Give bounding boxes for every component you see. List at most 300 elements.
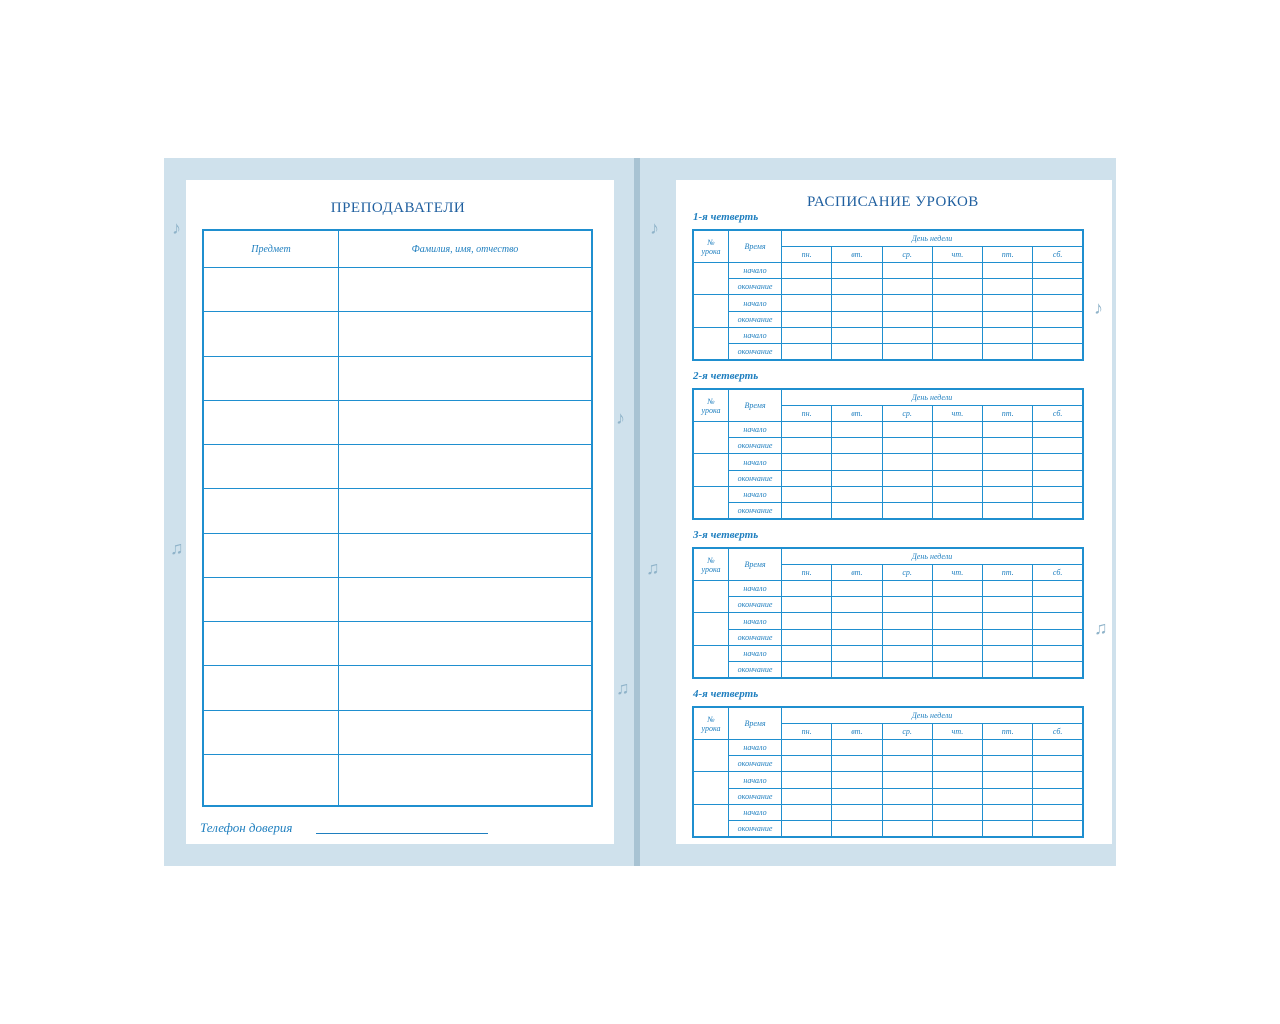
start-time-label: начало <box>729 613 782 629</box>
music-note-icon: ♪ <box>1094 298 1103 318</box>
teachers-table <box>202 229 593 807</box>
schedule-cell[interactable] <box>882 645 932 661</box>
teacher-name-cell[interactable] <box>339 356 593 400</box>
start-time-label: начало <box>729 263 782 279</box>
lesson-number-symbol: № <box>707 555 715 565</box>
lesson-number-word: урока <box>701 405 721 415</box>
schedule-cell[interactable] <box>1033 438 1083 454</box>
start-time-label: начало <box>729 740 782 756</box>
schedule-cell[interactable] <box>1033 295 1083 311</box>
schedule-row <box>693 756 1083 772</box>
schedule-cell[interactable] <box>1033 581 1083 597</box>
schedule-row <box>693 804 1083 820</box>
start-time-label: начало <box>729 327 782 343</box>
lesson-number-cell[interactable] <box>693 613 729 645</box>
schedule-cell[interactable] <box>832 454 882 470</box>
lesson-number-header <box>693 548 729 581</box>
schedule-table <box>692 388 1084 520</box>
schedule-row <box>693 788 1083 804</box>
schedule-cell[interactable] <box>832 581 882 597</box>
teacher-row <box>203 577 592 621</box>
schedule-cell[interactable] <box>782 470 832 486</box>
schedule-row <box>693 597 1083 613</box>
teacher-row <box>203 400 592 444</box>
schedule-cell[interactable] <box>782 597 832 613</box>
schedule-cell[interactable] <box>882 740 932 756</box>
schedule-cell[interactable] <box>882 422 932 438</box>
teacher-name-cell[interactable] <box>339 710 593 754</box>
schedule-cell[interactable] <box>1033 661 1083 678</box>
schedule-cell[interactable] <box>1033 788 1083 804</box>
start-time-label: начало <box>729 645 782 661</box>
lesson-number-word: урока <box>701 246 721 256</box>
hotline-label: Телефон доверия <box>200 820 293 835</box>
schedule-cell[interactable] <box>983 454 1033 470</box>
teacher-row <box>203 666 592 710</box>
teacher-row <box>203 622 592 666</box>
day-header: ср. <box>882 724 932 740</box>
day-header: сб. <box>1033 724 1083 740</box>
page-title: ПРЕПОДАВАТЕЛИ <box>330 200 466 216</box>
schedule-cell[interactable] <box>832 756 882 772</box>
schedule-cell[interactable] <box>782 486 832 502</box>
schedule-row <box>693 486 1083 502</box>
schedule-cell[interactable] <box>832 661 882 678</box>
day-header: вт. <box>832 406 882 422</box>
name-header: Фамилия, имя, отчество <box>339 230 593 268</box>
start-time-label: начало <box>729 454 782 470</box>
day-header: пн. <box>782 406 832 422</box>
day-header: пт. <box>983 565 1033 581</box>
schedule-cell[interactable] <box>832 295 882 311</box>
lesson-number-cell[interactable] <box>693 454 729 486</box>
schedule-cell[interactable] <box>782 311 832 327</box>
day-header: пт. <box>983 724 1033 740</box>
schedule-cell[interactable] <box>932 343 982 360</box>
time-header: Время <box>729 230 782 263</box>
schedule-cell[interactable] <box>782 581 832 597</box>
schedule-cell[interactable] <box>782 788 832 804</box>
schedule-cell[interactable] <box>983 422 1033 438</box>
schedule-row <box>693 343 1083 360</box>
schedule-cell[interactable] <box>932 438 982 454</box>
start-time-label: начало <box>729 772 782 788</box>
schedule-cell[interactable] <box>983 740 1033 756</box>
schedule-cell[interactable] <box>882 772 932 788</box>
schedule-cell[interactable] <box>932 629 982 645</box>
day-header: чт. <box>932 565 982 581</box>
schedule-cell[interactable] <box>882 454 932 470</box>
schedule-cell[interactable] <box>932 486 982 502</box>
schedule-cell[interactable] <box>782 295 832 311</box>
schedule-cell[interactable] <box>832 788 882 804</box>
schedule-cell[interactable] <box>983 804 1033 820</box>
day-header: сб. <box>1033 565 1083 581</box>
schedule-cell[interactable] <box>1033 629 1083 645</box>
day-header: пн. <box>782 565 832 581</box>
lesson-number-symbol: № <box>707 237 715 247</box>
end-time-label: окончание <box>729 661 782 678</box>
lesson-number-cell[interactable] <box>693 740 729 772</box>
schedule-cell[interactable] <box>1033 597 1083 613</box>
schedule-cell[interactable] <box>882 597 932 613</box>
schedule-cell[interactable] <box>782 263 832 279</box>
schedule-cell[interactable] <box>782 327 832 343</box>
weekday-header: День недели <box>782 707 1084 724</box>
teacher-row <box>203 710 592 754</box>
teacher-name-cell[interactable] <box>339 622 593 666</box>
schedule-cell[interactable] <box>932 756 982 772</box>
music-note-icon: ♫ <box>170 538 184 558</box>
end-time-label: окончание <box>729 756 782 772</box>
schedule-cell[interactable] <box>782 454 832 470</box>
schedule-cell[interactable] <box>832 486 882 502</box>
schedule-cell[interactable] <box>882 327 932 343</box>
subject-cell[interactable] <box>203 445 339 489</box>
schedule-cell[interactable] <box>832 502 882 519</box>
schedule-cell[interactable] <box>882 502 932 519</box>
schedule-row <box>693 581 1083 597</box>
schedule-cell[interactable] <box>882 756 932 772</box>
schedule-cell[interactable] <box>832 804 882 820</box>
schedule-cell[interactable] <box>1033 502 1083 519</box>
music-note-icon: ♫ <box>1094 618 1108 638</box>
end-time-label: окончание <box>729 820 782 837</box>
day-header: чт. <box>932 247 982 263</box>
schedule-row <box>693 279 1083 295</box>
lesson-number-word: урока <box>701 723 721 733</box>
day-header: пн. <box>782 247 832 263</box>
schedule-cell[interactable] <box>782 661 832 678</box>
schedule-cell[interactable] <box>983 772 1033 788</box>
schedule-cell[interactable] <box>882 295 932 311</box>
day-header: сб. <box>1033 247 1083 263</box>
schedule-cell[interactable] <box>1033 470 1083 486</box>
music-note-icon: ♪ <box>650 218 659 238</box>
schedule-cell[interactable] <box>932 422 982 438</box>
end-time-label: окончание <box>729 311 782 327</box>
quarter-label: 4-я четверть <box>693 688 759 700</box>
schedule-cell[interactable] <box>983 629 1033 645</box>
teacher-row <box>203 754 592 806</box>
schedule-row <box>693 327 1083 343</box>
schedule-cell[interactable] <box>882 661 932 678</box>
schedule-cell[interactable] <box>983 502 1033 519</box>
schedule-row <box>693 438 1083 454</box>
schedule-cell[interactable] <box>1033 311 1083 327</box>
schedule-cell[interactable] <box>832 438 882 454</box>
schedule-cell[interactable] <box>782 422 832 438</box>
teacher-name-cell[interactable] <box>339 577 593 621</box>
lesson-number-header <box>693 389 729 422</box>
schedule-cell[interactable] <box>932 645 982 661</box>
schedule-cell[interactable] <box>782 502 832 519</box>
schedule-cell[interactable] <box>1033 327 1083 343</box>
schedule-cell[interactable] <box>932 311 982 327</box>
day-header: пн. <box>782 724 832 740</box>
schedule-cell[interactable] <box>932 263 982 279</box>
schedule-cell[interactable] <box>782 438 832 454</box>
schedule-cell[interactable] <box>932 613 982 629</box>
music-note-icon: ♪ <box>616 408 625 428</box>
schedule-cell[interactable] <box>1033 613 1083 629</box>
lesson-number-header <box>693 707 729 740</box>
schedule-cell[interactable] <box>882 804 932 820</box>
schedule-cell[interactable] <box>782 756 832 772</box>
schedule-row <box>693 470 1083 486</box>
schedule-cell[interactable] <box>832 772 882 788</box>
schedule-row <box>693 820 1083 837</box>
start-time-label: начало <box>729 581 782 597</box>
schedule-cell[interactable] <box>983 597 1033 613</box>
lesson-number-header <box>693 230 729 263</box>
time-header: Время <box>729 707 782 740</box>
teacher-name-cell[interactable] <box>339 445 593 489</box>
schedule-cell[interactable] <box>832 629 882 645</box>
schedule-cell[interactable] <box>983 486 1033 502</box>
day-header: ср. <box>882 247 932 263</box>
quarter-label: 2-я четверть <box>693 370 759 382</box>
end-time-label: окончание <box>729 788 782 804</box>
schedule-table <box>692 706 1084 838</box>
schedule-cell[interactable] <box>932 470 982 486</box>
schedule-cell[interactable] <box>782 820 832 837</box>
lesson-number-cell[interactable] <box>693 422 729 454</box>
schedule-cell[interactable] <box>832 613 882 629</box>
subject-cell[interactable] <box>203 666 339 710</box>
teacher-name-cell[interactable] <box>339 400 593 444</box>
teacher-name-cell[interactable] <box>339 489 593 533</box>
subject-cell[interactable] <box>203 710 339 754</box>
schedule-cell[interactable] <box>882 629 932 645</box>
schedule-cell[interactable] <box>782 804 832 820</box>
schedule-cell[interactable] <box>932 740 982 756</box>
schedule-cell[interactable] <box>1033 422 1083 438</box>
schedule-cell[interactable] <box>983 645 1033 661</box>
schedule-cell[interactable] <box>1033 804 1083 820</box>
schedule-cell[interactable] <box>882 311 932 327</box>
subject-cell[interactable] <box>203 577 339 621</box>
subject-cell[interactable] <box>203 533 339 577</box>
hotline-field[interactable] <box>316 833 488 834</box>
subject-cell[interactable] <box>203 622 339 666</box>
weekday-header: День недели <box>782 548 1084 565</box>
schedule-cell[interactable] <box>983 820 1033 837</box>
schedule-cell[interactable] <box>1033 263 1083 279</box>
day-header: вт. <box>832 565 882 581</box>
schedule-cell[interactable] <box>882 486 932 502</box>
schedule-cell[interactable] <box>782 343 832 360</box>
schedule-cell[interactable] <box>983 263 1033 279</box>
teacher-row <box>203 356 592 400</box>
end-time-label: окончание <box>729 629 782 645</box>
subject-cell[interactable] <box>203 400 339 444</box>
subject-header: Предмет <box>203 230 339 268</box>
schedule-cell[interactable] <box>983 788 1033 804</box>
subject-cell[interactable] <box>203 489 339 533</box>
teacher-row <box>203 533 592 577</box>
schedule-cell[interactable] <box>782 740 832 756</box>
subject-cell[interactable] <box>203 754 339 806</box>
schedule-row <box>693 422 1083 438</box>
schedule-cell[interactable] <box>983 279 1033 295</box>
schedule-cell[interactable] <box>782 772 832 788</box>
day-header: пт. <box>983 406 1033 422</box>
schedule-cell[interactable] <box>882 581 932 597</box>
schedule-cell[interactable] <box>832 470 882 486</box>
schedule-cell[interactable] <box>882 470 932 486</box>
time-header: Время <box>729 389 782 422</box>
teacher-name-cell[interactable] <box>339 666 593 710</box>
teacher-row <box>203 268 592 312</box>
schedule-cell[interactable] <box>932 295 982 311</box>
schedule-cell[interactable] <box>882 279 932 295</box>
schedule-cell[interactable] <box>882 343 932 360</box>
schedule-cell[interactable] <box>1033 772 1083 788</box>
schedule-cell[interactable] <box>1033 645 1083 661</box>
schedule-cell[interactable] <box>983 613 1033 629</box>
schedule-cell[interactable] <box>932 502 982 519</box>
start-time-label: начало <box>729 804 782 820</box>
schedule-cell[interactable] <box>782 279 832 295</box>
end-time-label: окончание <box>729 597 782 613</box>
lesson-number-symbol: № <box>707 396 715 406</box>
schedule-cell[interactable] <box>932 788 982 804</box>
schedule-cell[interactable] <box>832 279 882 295</box>
lesson-number-cell[interactable] <box>693 486 729 519</box>
schedule-cell[interactable] <box>1033 740 1083 756</box>
lesson-number-cell[interactable] <box>693 772 729 804</box>
subject-cell[interactable] <box>203 312 339 356</box>
schedule-cell[interactable] <box>1033 279 1083 295</box>
schedule-cell[interactable] <box>983 756 1033 772</box>
schedule-cell[interactable] <box>932 772 982 788</box>
start-time-label: начало <box>729 486 782 502</box>
schedule-cell[interactable] <box>782 613 832 629</box>
schedule-row <box>693 502 1083 519</box>
schedule-cell[interactable] <box>1033 454 1083 470</box>
schedule-cell[interactable] <box>932 279 982 295</box>
schedule-cell[interactable] <box>882 613 932 629</box>
schedule-cell[interactable] <box>832 645 882 661</box>
teacher-row <box>203 312 592 356</box>
day-header: чт. <box>932 724 982 740</box>
schedule-cell[interactable] <box>832 311 882 327</box>
schedule-row <box>693 311 1083 327</box>
music-note-icon: ♫ <box>616 678 630 698</box>
schedule-cell[interactable] <box>932 804 982 820</box>
time-header: Время <box>729 548 782 581</box>
lesson-number-word: урока <box>701 564 721 574</box>
schedule-cell[interactable] <box>1033 486 1083 502</box>
schedule-cell[interactable] <box>983 470 1033 486</box>
schedule-row <box>693 295 1083 311</box>
schedule-cell[interactable] <box>983 661 1033 678</box>
lesson-number-cell[interactable] <box>693 581 729 613</box>
weekday-header: День недели <box>782 230 1084 247</box>
schedule-cell[interactable] <box>1033 820 1083 837</box>
schedule-row <box>693 740 1083 756</box>
lesson-number-cell[interactable] <box>693 263 729 295</box>
end-time-label: окончание <box>729 470 782 486</box>
day-header: вт. <box>832 724 882 740</box>
schedule-cell[interactable] <box>932 661 982 678</box>
quarter-label: 1-я четверть <box>693 211 759 223</box>
schedule-cell[interactable] <box>832 343 882 360</box>
teacher-row <box>203 445 592 489</box>
schedule-cell[interactable] <box>983 327 1033 343</box>
lesson-number-symbol: № <box>707 714 715 724</box>
schedule-cell[interactable] <box>983 343 1033 360</box>
schedule-cell[interactable] <box>832 327 882 343</box>
teacher-name-cell[interactable] <box>339 754 593 806</box>
subject-cell[interactable] <box>203 268 339 312</box>
day-header: ср. <box>882 406 932 422</box>
weekday-header: День недели <box>782 389 1084 406</box>
schedule-cell[interactable] <box>983 581 1033 597</box>
schedule-cell[interactable] <box>983 311 1033 327</box>
subject-cell[interactable] <box>203 356 339 400</box>
schedule-row <box>693 661 1083 678</box>
schedule-cell[interactable] <box>832 740 882 756</box>
schedule-cell[interactable] <box>882 263 932 279</box>
music-note-icon: ♪ <box>172 218 181 238</box>
schedule-cell[interactable] <box>832 820 882 837</box>
start-time-label: начало <box>729 422 782 438</box>
schedule-cell[interactable] <box>782 645 832 661</box>
schedule-table <box>692 547 1084 679</box>
schedule-cell[interactable] <box>782 629 832 645</box>
schedule-cell[interactable] <box>983 438 1033 454</box>
end-time-label: окончание <box>729 343 782 360</box>
schedule-cell[interactable] <box>932 454 982 470</box>
schedule-row <box>693 629 1083 645</box>
lesson-number-cell[interactable] <box>693 645 729 678</box>
day-header: ср. <box>882 565 932 581</box>
day-header: вт. <box>832 247 882 263</box>
schedule-cell[interactable] <box>832 263 882 279</box>
lesson-number-cell[interactable] <box>693 327 729 360</box>
schedule-row <box>693 454 1083 470</box>
quarter-label: 3-я четверть <box>693 529 759 541</box>
end-time-label: окончание <box>729 502 782 519</box>
schedule-cell[interactable] <box>882 438 932 454</box>
schedule-cell[interactable] <box>882 820 932 837</box>
schedule-row <box>693 772 1083 788</box>
teacher-name-cell[interactable] <box>339 268 593 312</box>
schedule-cell[interactable] <box>932 581 982 597</box>
day-header: пт. <box>983 247 1033 263</box>
end-time-label: окончание <box>729 279 782 295</box>
schedule-cell[interactable] <box>1033 756 1083 772</box>
schedule-title: РАСПИСАНИЕ УРОКОВ <box>807 194 979 210</box>
lesson-number-cell[interactable] <box>693 804 729 837</box>
schedule-cell[interactable] <box>932 327 982 343</box>
teacher-name-cell[interactable] <box>339 312 593 356</box>
schedule-cell[interactable] <box>983 295 1033 311</box>
lesson-number-cell[interactable] <box>693 295 729 327</box>
schedule-cell[interactable] <box>832 422 882 438</box>
day-header: чт. <box>932 406 982 422</box>
schedule-cell[interactable] <box>932 597 982 613</box>
schedule-cell[interactable] <box>1033 343 1083 360</box>
schedule-cell[interactable] <box>932 820 982 837</box>
schedule-cell[interactable] <box>832 597 882 613</box>
schedule-cell[interactable] <box>882 788 932 804</box>
start-time-label: начало <box>729 295 782 311</box>
schedule-row <box>693 645 1083 661</box>
teacher-name-cell[interactable] <box>339 533 593 577</box>
